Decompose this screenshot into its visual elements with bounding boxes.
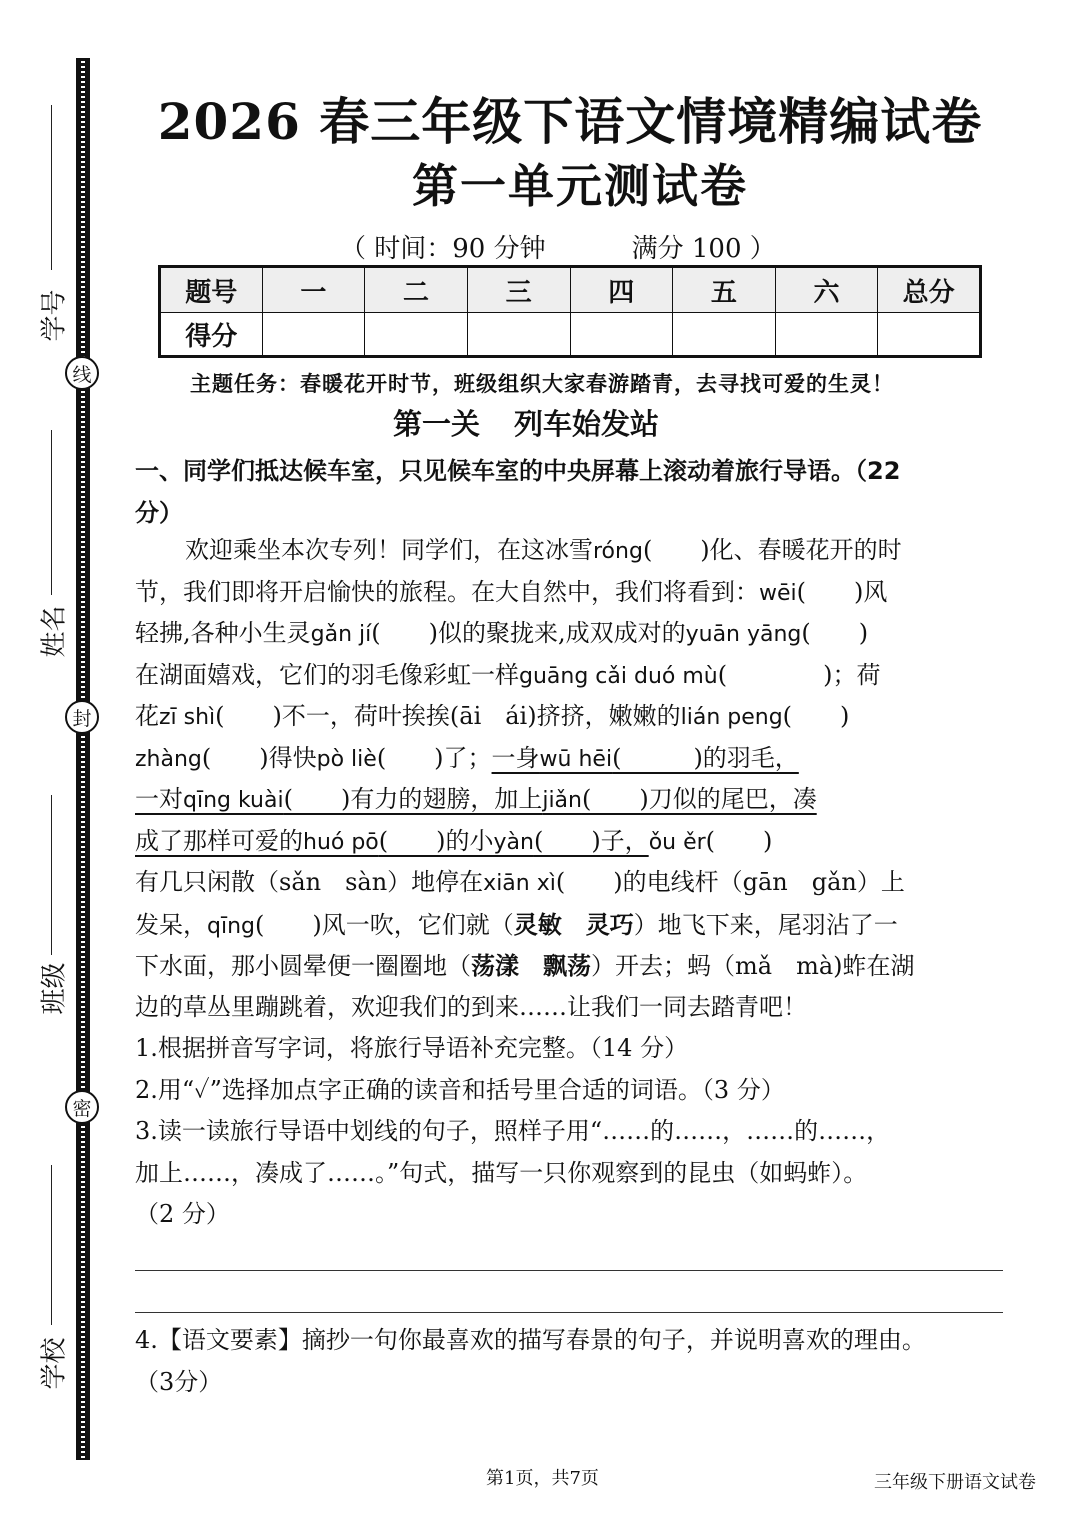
passage-line: [135, 862, 1005, 904]
seal-mi: 密: [65, 1090, 99, 1124]
answer-line[interactable]: [135, 1270, 1003, 1271]
sub-question-4: [135, 1320, 1005, 1403]
page-number: 第1页，共7页: [486, 1468, 599, 1489]
word-choice[interactable]: 灵敏 灵巧: [513, 909, 634, 939]
stage-title: 列车始发站: [514, 407, 660, 441]
answer-blank[interactable]: ( )的小: [378, 826, 494, 855]
passage-line: [135, 738, 1005, 780]
time-info: [340, 228, 862, 265]
exam-title: 2026 春三年级下语文情境精编试卷: [157, 92, 983, 151]
passage-text: 节，我们即将开启愉快的旅程。在大自然中，我们将看到：: [135, 577, 759, 606]
passage-text: 花: [135, 702, 159, 730]
answer-blank[interactable]: ( )了；: [376, 743, 492, 772]
pinyin: guāng cǎi duó mù: [519, 663, 718, 689]
time-limit: （ 时间：90 分钟: [340, 234, 546, 264]
school-rule: [51, 1165, 52, 1325]
passage-text: ）地飞下来，尾羽沾了一: [633, 910, 898, 939]
score-table: [158, 265, 982, 358]
name-rule: [51, 430, 52, 595]
sub-question-4-line1: 4.【语文要素】摘抄一句你最喜欢的描写春景的句子，并说明喜欢的理由。: [135, 1326, 926, 1354]
score-table-header-row: [160, 267, 981, 313]
score-cell[interactable]: [365, 313, 468, 357]
passage-line: [135, 572, 1005, 614]
exam-subtitle: 第一单元测试卷: [412, 159, 748, 213]
answer-blank[interactable]: ( )似的聚拢来,成双成对的: [371, 619, 686, 647]
footer-exam-name: 三年级下册语文试卷: [874, 1472, 1036, 1493]
score-cell[interactable]: [262, 313, 365, 357]
sub-question-3-line3: （2 分）: [135, 1200, 230, 1228]
passage-line: [135, 987, 1005, 1029]
class-rule: [51, 795, 52, 955]
passage-text: 一身: [491, 743, 540, 772]
table-header-cell: 题号: [160, 267, 263, 313]
pinyin: huó pō: [303, 829, 379, 855]
passage-line: [135, 530, 1005, 572]
pinyin: róng: [593, 539, 643, 564]
table-header-cell: 四: [570, 267, 673, 313]
reading-choice[interactable]: 有几只闲散（sǎn sàn）地停在: [135, 868, 484, 896]
underlined-sentence: [492, 744, 799, 772]
passage-line: [135, 613, 1005, 655]
answer-blank[interactable]: ( )有力的翅膀，加上: [283, 785, 543, 813]
stage-heading: [393, 402, 659, 443]
pinyin: yàn: [493, 829, 534, 855]
score-cell[interactable]: [878, 313, 981, 357]
pinyin: wēi: [759, 580, 797, 606]
label-school: 学校: [39, 1337, 70, 1390]
passage-text: 下水面，那小圆晕便一圈圈地（: [135, 952, 471, 980]
passage-text: 轻拂,各种小生灵: [135, 619, 311, 647]
score-cell[interactable]: [673, 313, 776, 357]
score-cell[interactable]: [467, 313, 570, 357]
passage-line: [135, 821, 1005, 863]
answer-blank[interactable]: ( )子，: [533, 826, 649, 855]
reading-choice[interactable]: (āi ái)挤挤，嫩嫩的: [449, 702, 681, 730]
passage-line: [135, 945, 1005, 987]
underlined-sentence: [135, 827, 649, 855]
passage-line: [135, 696, 1005, 738]
underlined-sentence: [135, 785, 817, 813]
passage-text: 边的草丛里蹦跳着，欢迎我们的到来……让我们一同去踏青吧！: [135, 992, 807, 1021]
answer-blank[interactable]: ( )风一吹，它们就（: [255, 910, 514, 939]
question-1-heading: [135, 450, 1005, 534]
sub-question-4-line2: （3分）: [135, 1367, 223, 1396]
table-header-cell: 五: [673, 267, 776, 313]
score-row-label: 得分: [160, 313, 263, 357]
label-student-id: 学号: [39, 289, 70, 342]
pinyin: gǎn jí: [310, 622, 372, 647]
table-header-cell: 三: [467, 267, 570, 313]
answer-line[interactable]: [135, 1312, 1003, 1313]
answer-blank[interactable]: ( )不一，荷叶挨挨: [215, 702, 450, 730]
sub-question-1: 1.根据拼音写字词，将旅行导语补充完整。（14 分）: [135, 1034, 689, 1062]
table-header-cell: 总分: [878, 267, 981, 313]
pinyin: wū hēi: [539, 746, 613, 772]
pinyin: pò liè: [316, 746, 377, 772]
pinyin: ǒu ěr: [648, 829, 706, 855]
table-header-cell: 二: [365, 267, 468, 313]
pinyin: qīng kuài: [183, 788, 284, 813]
passage-line: [135, 779, 1005, 821]
label-class: 班级: [39, 962, 70, 1015]
passage-text: 成了那样可爱的: [135, 826, 303, 855]
pinyin: jiǎn: [542, 788, 582, 813]
passage-line: [135, 904, 1005, 946]
score-cell[interactable]: [570, 313, 673, 357]
sub-question-3-line1: 3.读一读旅行导语中划线的句子，照样子用“……的……，……的……，: [135, 1117, 891, 1145]
question-1-heading-line2: 分）: [135, 499, 183, 527]
answer-blank[interactable]: ( )得快: [201, 743, 317, 772]
seal-xian: 线: [65, 356, 99, 390]
travel-guide-passage: [135, 530, 1005, 1028]
passage-text: 一对: [135, 785, 183, 813]
answer-blank[interactable]: ( )的电线杆（gān gǎn）上: [555, 868, 905, 896]
answer-blank[interactable]: ( )的羽毛，: [612, 743, 799, 772]
seal-feng: 封: [65, 700, 99, 734]
pinyin: zī shì: [159, 705, 216, 730]
answer-blank[interactable]: ( )；荷: [717, 660, 881, 689]
sub-question-3-line2: 加上……，凑成了……。”句式，描写一只你观察到的昆虫（如蚂蚱）。: [135, 1158, 868, 1187]
sub-question-2: 2.用“✓”选择加点字正确的读音和括号里合适的词语。（3 分）: [135, 1075, 785, 1104]
table-header-cell: 一: [262, 267, 365, 313]
pinyin: xiān xì: [483, 871, 556, 896]
word-choice[interactable]: 荡漾 飘荡: [471, 951, 591, 980]
answer-blank[interactable]: ( )风: [796, 577, 888, 606]
passage-text: 欢迎乘坐本次专列！同学们，在这冰雪: [185, 536, 593, 564]
score-table-score-row: [160, 313, 981, 357]
score-cell[interactable]: [775, 313, 878, 357]
pinyin: lián peng: [680, 705, 783, 730]
full-score: 满分 100 ）: [631, 234, 776, 264]
label-name: 姓名: [39, 605, 70, 658]
pinyin: zhàng: [135, 746, 202, 772]
passage-text: 发呆，: [135, 910, 207, 939]
pinyin: qīng: [207, 913, 255, 939]
question-1-heading-line1: 一、同学们抵达候车室，只见候车室的中央屏幕上滚动着旅行导语。（22: [135, 457, 901, 485]
answer-blank[interactable]: ( )化、春暖花开的时: [642, 536, 902, 564]
reading-choice[interactable]: ）开去；蚂（mǎ mà)蚱在湖: [591, 952, 915, 980]
answer-blank[interactable]: ( ): [801, 619, 869, 647]
table-header-cell: 六: [775, 267, 878, 313]
theme-task: 主题任务：春暖花开时节，班级组织大家春游踏青，去寻找可爱的生灵！: [190, 371, 894, 396]
binding-dotted-line: [76, 58, 90, 1460]
sub-questions: [135, 1028, 1005, 1236]
answer-blank[interactable]: ( )刀似的尾巴，凑: [581, 785, 817, 813]
stage-name: 第一关: [393, 407, 481, 441]
answer-blank[interactable]: ( ): [782, 702, 850, 730]
pinyin: yuān yāng: [685, 622, 802, 647]
passage-text: 在湖面嬉戏，它们的羽毛像彩虹一样: [135, 660, 519, 689]
passage-line: [135, 655, 1005, 697]
answer-blank[interactable]: ( ): [705, 826, 773, 855]
